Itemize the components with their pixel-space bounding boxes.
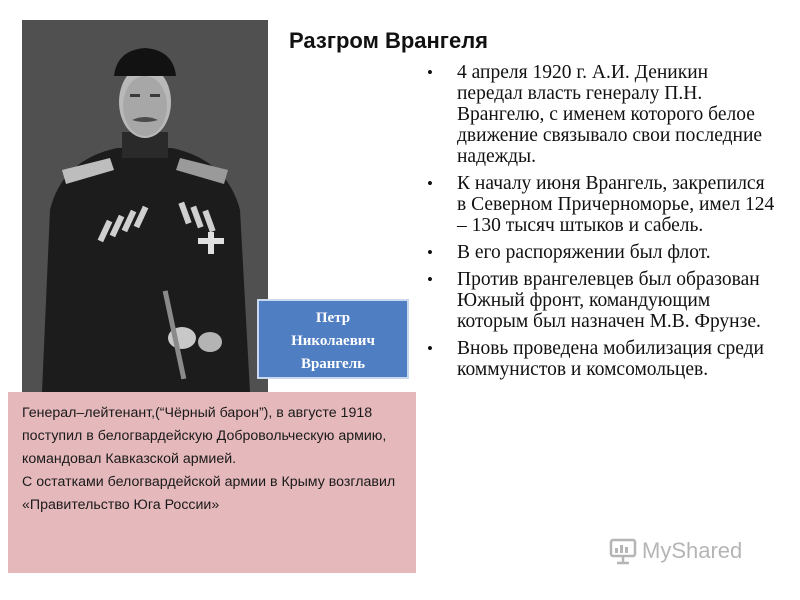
portrait-caption (257, 299, 409, 379)
bullet-dot: • (427, 63, 433, 82)
bullet-dot: • (427, 339, 433, 358)
bullet-text: 4 апреля 1920 г. А.И. Деникин передал власть генералу П.Н. Врангелю, с именем которого белое движение связывало свои последние надежды. (457, 62, 763, 167)
slide-title: Разгром Врангеля (289, 28, 489, 53)
bullet-dot: • (427, 270, 433, 289)
bullet-item (425, 269, 775, 332)
bullet-text: Вновь проведена мобилизация среди коммунистов и комсомольцев. (457, 338, 764, 380)
biography-box (8, 392, 416, 573)
bullet-item (425, 338, 775, 380)
bullet-item (425, 62, 775, 167)
portrait-illustration (22, 20, 268, 392)
bullet-list (425, 62, 775, 386)
caption-line-3: Врангель (300, 356, 366, 372)
bullet-dot: • (427, 174, 433, 193)
bullet-text: К началу июня Врангель, закрепился в Северном Причерноморье, имел 124 – 130 тысяч штыков и сабель. (457, 173, 775, 236)
bullet-text: В его распоряжении был флот. (457, 242, 711, 263)
caption-line-1: Петр (315, 310, 351, 326)
bullet-dot: • (427, 243, 433, 262)
portrait-photo (22, 20, 268, 392)
watermark (608, 536, 742, 566)
bullet-item (425, 242, 775, 263)
bio-paragraph-1: Генерал–лейтенант,(“Чёрный барон”), в августе 1918 поступил в белогвардейскую Добровольческую армию, командовал Кавказской армией. (22, 405, 387, 467)
watermark-text: MyShared (642, 538, 743, 563)
caption-line-2: Николаевич (291, 333, 375, 349)
presentation-screen-icon (608, 536, 638, 566)
bio-paragraph-2: С остатками белогвардейской армии в Крыму возглавил «Правительство Юга России» (22, 474, 396, 513)
bullet-item (425, 173, 775, 236)
bullet-text: Против врангелевцев был образован Южный фронт, командующим которым был назначен М.В. Фрунзе. (457, 269, 761, 332)
